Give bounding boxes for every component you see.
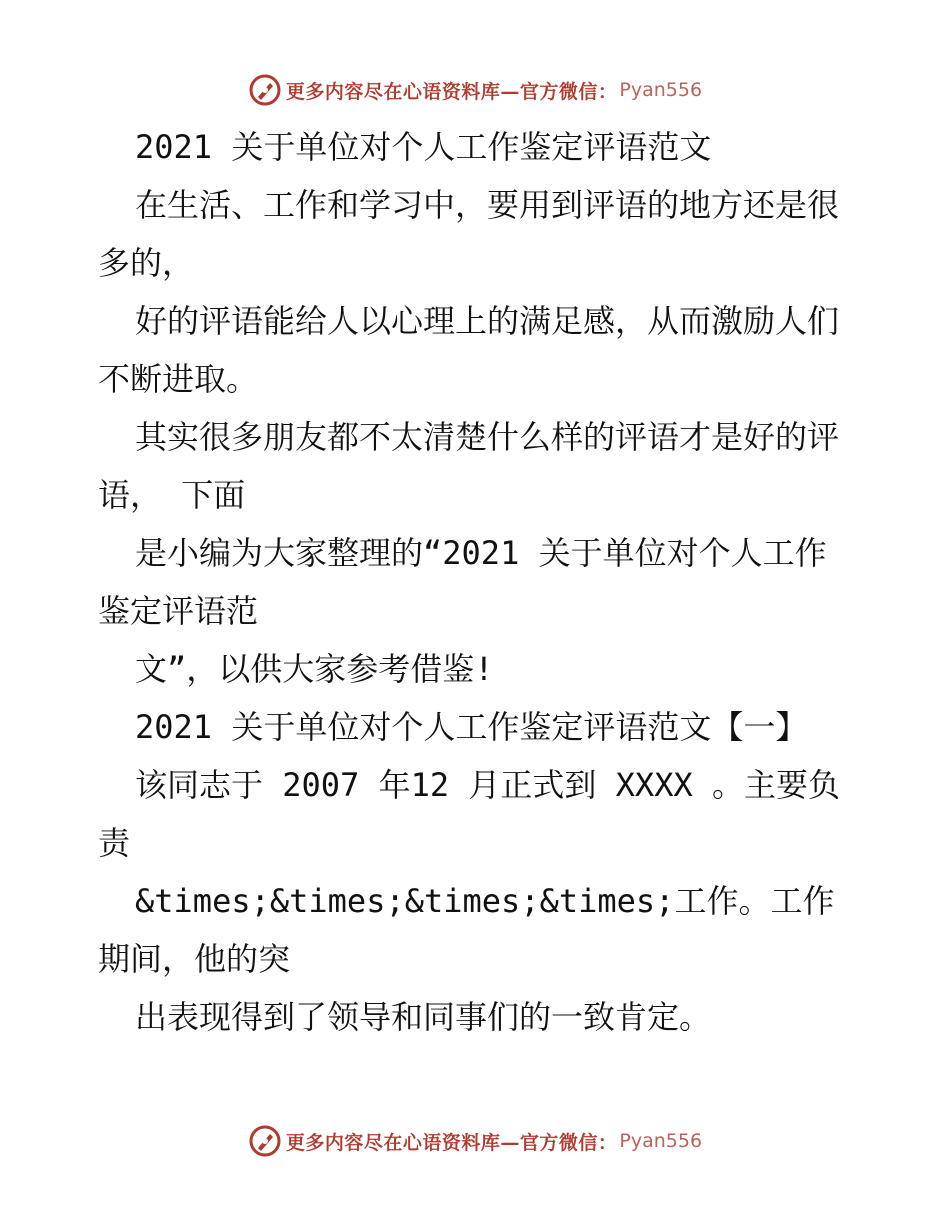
banner-wechat-id: Pyan556 xyxy=(619,79,703,101)
paragraph: 好的评语能给人以心理上的满足感，从而激励人们不断进取。 xyxy=(98,302,840,398)
section-heading: 2021 关于单位对个人工作鉴定评语范文【一】 xyxy=(135,708,808,746)
footer-banner xyxy=(0,1121,950,1161)
header-banner xyxy=(0,70,950,110)
banner-wechat-id: Pyan556 xyxy=(619,1130,703,1152)
pen-circle-icon xyxy=(248,1124,282,1158)
paragraph: 该同志于 2007 年12 月正式到 XXXX 。主要负责 xyxy=(98,766,840,862)
paragraph: 出表现得到了领导和同事们的一致肯定。 xyxy=(135,998,712,1036)
paragraph: 其实很多朋友都不太清楚什么样的评语才是好的评语， 下面 xyxy=(98,418,840,514)
paragraph: 在生活、工作和学习中，要用到评语的地方还是很多的， xyxy=(98,186,840,282)
paragraph: 是小编为大家整理的“2021 关于单位对个人工作鉴定评语范 xyxy=(98,534,827,630)
pen-circle-icon xyxy=(248,73,282,107)
paragraph: &times;&times;&times;&times;工作。工作期间，他的突 xyxy=(98,882,835,978)
paragraph: 文”，以供大家参考借鉴! xyxy=(135,650,494,688)
paragraph-title: 2021 关于单位对个人工作鉴定评语范文 xyxy=(135,128,712,166)
banner-text: 更多内容尽在心语资料库—官方微信： xyxy=(285,80,618,103)
banner-text: 更多内容尽在心语资料库—官方微信： xyxy=(285,1131,618,1154)
document-body xyxy=(98,118,858,1046)
